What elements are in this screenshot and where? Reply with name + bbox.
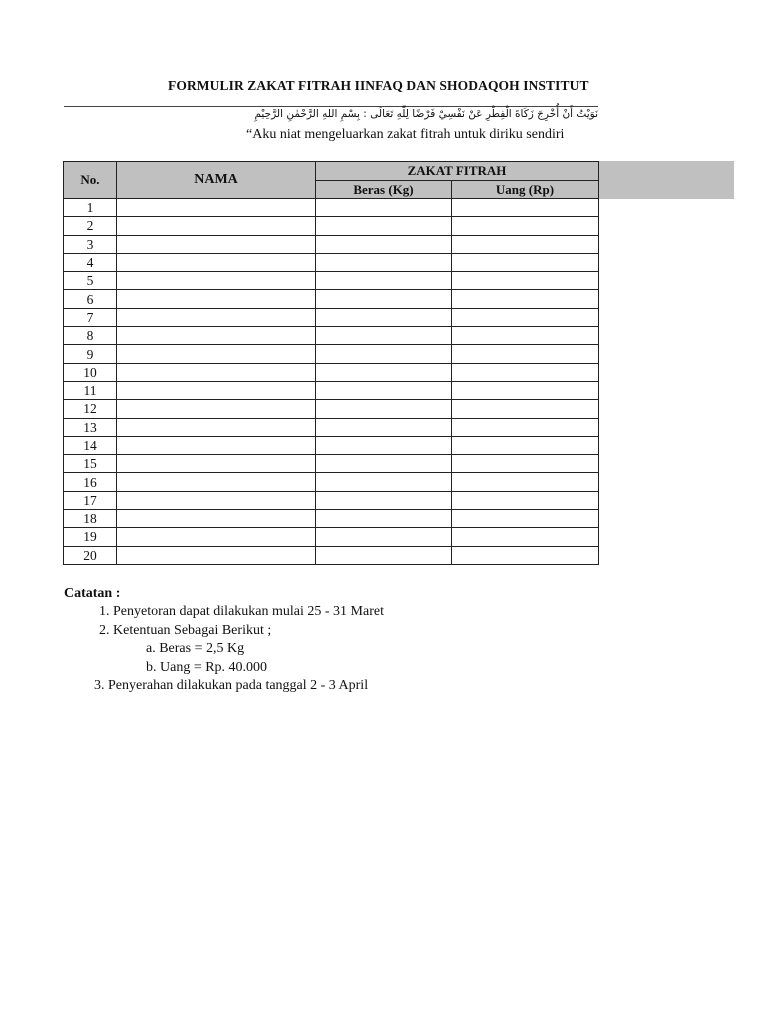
beras-cell[interactable] (316, 327, 452, 345)
nama-cell[interactable] (117, 491, 316, 509)
form-title: FORMULIR ZAKAT FITRAH IINFAQ DAN SHODAQOH INSTITUT (168, 78, 589, 93)
row-number: 2 (64, 217, 117, 235)
nama-cell[interactable] (117, 308, 316, 326)
nama-cell[interactable] (117, 253, 316, 271)
row-number: 13 (64, 418, 117, 436)
row-number: 11 (64, 381, 117, 399)
nama-cell[interactable] (117, 400, 316, 418)
row-number: 14 (64, 436, 117, 454)
nama-cell[interactable] (117, 199, 316, 217)
beras-cell[interactable] (316, 400, 452, 418)
beras-cell[interactable] (316, 345, 452, 363)
table-row (64, 253, 599, 271)
row-number: 1 (64, 199, 117, 217)
note-item-1: 1. Penyetoran dapat dilakukan mulai 25 - 31 Maret (99, 604, 384, 620)
table-row (64, 546, 599, 564)
column-group-zakat-fitrah: ZAKAT FITRAH (316, 162, 599, 181)
beras-cell[interactable] (316, 528, 452, 546)
table-row (64, 418, 599, 436)
column-header-nama: NAMA (117, 162, 316, 199)
nama-cell[interactable] (117, 455, 316, 473)
note-item-2b: b. Uang = Rp. 40.000 (146, 659, 268, 675)
table-row (64, 199, 599, 217)
nama-cell[interactable] (117, 272, 316, 290)
nama-cell[interactable] (117, 418, 316, 436)
beras-cell[interactable] (316, 253, 452, 271)
row-number: 8 (64, 327, 117, 345)
table-row (64, 455, 599, 473)
table-row (64, 400, 599, 418)
nama-cell[interactable] (117, 546, 316, 564)
beras-cell[interactable] (316, 510, 452, 528)
beras-cell[interactable] (316, 491, 452, 509)
uang-cell[interactable] (452, 400, 599, 418)
uang-cell[interactable] (452, 436, 599, 454)
beras-cell[interactable] (316, 308, 452, 326)
row-number: 17 (64, 491, 117, 509)
beras-cell[interactable] (316, 363, 452, 381)
beras-cell[interactable] (316, 455, 452, 473)
row-number: 18 (64, 510, 117, 528)
nama-cell[interactable] (117, 235, 316, 253)
uang-cell[interactable] (452, 308, 599, 326)
table-row (64, 235, 599, 253)
table-row (64, 327, 599, 345)
uang-cell[interactable] (452, 363, 599, 381)
row-number: 16 (64, 473, 117, 491)
uang-cell[interactable] (452, 272, 599, 290)
nama-cell[interactable] (117, 217, 316, 235)
nama-cell[interactable] (117, 345, 316, 363)
note-item-2: 2. Ketentuan Sebagai Berikut ; (99, 622, 272, 638)
uang-cell[interactable] (452, 235, 599, 253)
beras-cell[interactable] (316, 436, 452, 454)
beras-cell[interactable] (316, 381, 452, 399)
table-row (64, 436, 599, 454)
nama-cell[interactable] (117, 363, 316, 381)
row-number: 4 (64, 253, 117, 271)
column-header-no: No. (64, 162, 117, 199)
nama-cell[interactable] (117, 381, 316, 399)
beras-cell[interactable] (316, 473, 452, 491)
row-number: 10 (64, 363, 117, 381)
note-item-2a: a. Beras = 2,5 Kg (146, 641, 245, 657)
beras-cell[interactable] (316, 272, 452, 290)
header-fill-overflow (598, 161, 734, 199)
nama-cell[interactable] (117, 290, 316, 308)
uang-cell[interactable] (452, 491, 599, 509)
table-row (64, 510, 599, 528)
uang-cell[interactable] (452, 253, 599, 271)
beras-cell[interactable] (316, 418, 452, 436)
uang-cell[interactable] (452, 473, 599, 491)
row-number: 9 (64, 345, 117, 363)
table-row (64, 491, 599, 509)
uang-cell[interactable] (452, 199, 599, 217)
zakat-form-table (63, 161, 599, 565)
table-row (64, 473, 599, 491)
note-item-3: 3. Penyerahan dilakukan pada tanggal 2 - 3 April (94, 678, 369, 694)
table-row (64, 363, 599, 381)
title-divider (64, 106, 598, 107)
beras-cell[interactable] (316, 217, 452, 235)
table-row (64, 381, 599, 399)
uang-cell[interactable] (452, 546, 599, 564)
nama-cell[interactable] (117, 473, 316, 491)
nama-cell[interactable] (117, 528, 316, 546)
table-row (64, 217, 599, 235)
row-number: 19 (64, 528, 117, 546)
uang-cell[interactable] (452, 217, 599, 235)
column-header-beras: Beras (Kg) (316, 181, 452, 199)
table-row (64, 308, 599, 326)
uang-cell[interactable] (452, 510, 599, 528)
notes-heading: Catatan : (64, 586, 121, 601)
nama-cell[interactable] (117, 436, 316, 454)
beras-cell[interactable] (316, 290, 452, 308)
row-number: 12 (64, 400, 117, 418)
beras-cell[interactable] (316, 546, 452, 564)
uang-cell[interactable] (452, 381, 599, 399)
row-number: 15 (64, 455, 117, 473)
row-number: 5 (64, 272, 117, 290)
nama-cell[interactable] (117, 510, 316, 528)
beras-cell[interactable] (316, 235, 452, 253)
notes-section (64, 585, 384, 695)
uang-cell[interactable] (452, 327, 599, 345)
uang-cell[interactable] (452, 528, 599, 546)
row-number: 7 (64, 308, 117, 326)
row-number: 6 (64, 290, 117, 308)
uang-cell[interactable] (452, 345, 599, 363)
uang-cell[interactable] (452, 418, 599, 436)
uang-cell[interactable] (452, 290, 599, 308)
arabic-intention: نَوَيْتُ أَنْ أُخْرِجَ زَكَاةَ الْفِطْرِ عَنْ نَفْسِيْ فَرْضًا لِلّٰهِ تَعَالَى : بِسْمِ اللهِ الرَّحْمٰنِ الرَّحِيْمِ (254, 108, 598, 120)
table-row (64, 290, 599, 308)
column-header-uang: Uang (Rp) (452, 181, 599, 199)
nama-cell[interactable] (117, 327, 316, 345)
intention-translation: “Aku niat mengeluarkan zakat fitrah untuk diriku sendiri (246, 127, 565, 142)
row-number: 20 (64, 546, 117, 564)
table-row (64, 528, 599, 546)
beras-cell[interactable] (316, 199, 452, 217)
row-number: 3 (64, 235, 117, 253)
table-row (64, 272, 599, 290)
uang-cell[interactable] (452, 455, 599, 473)
table-row (64, 345, 599, 363)
